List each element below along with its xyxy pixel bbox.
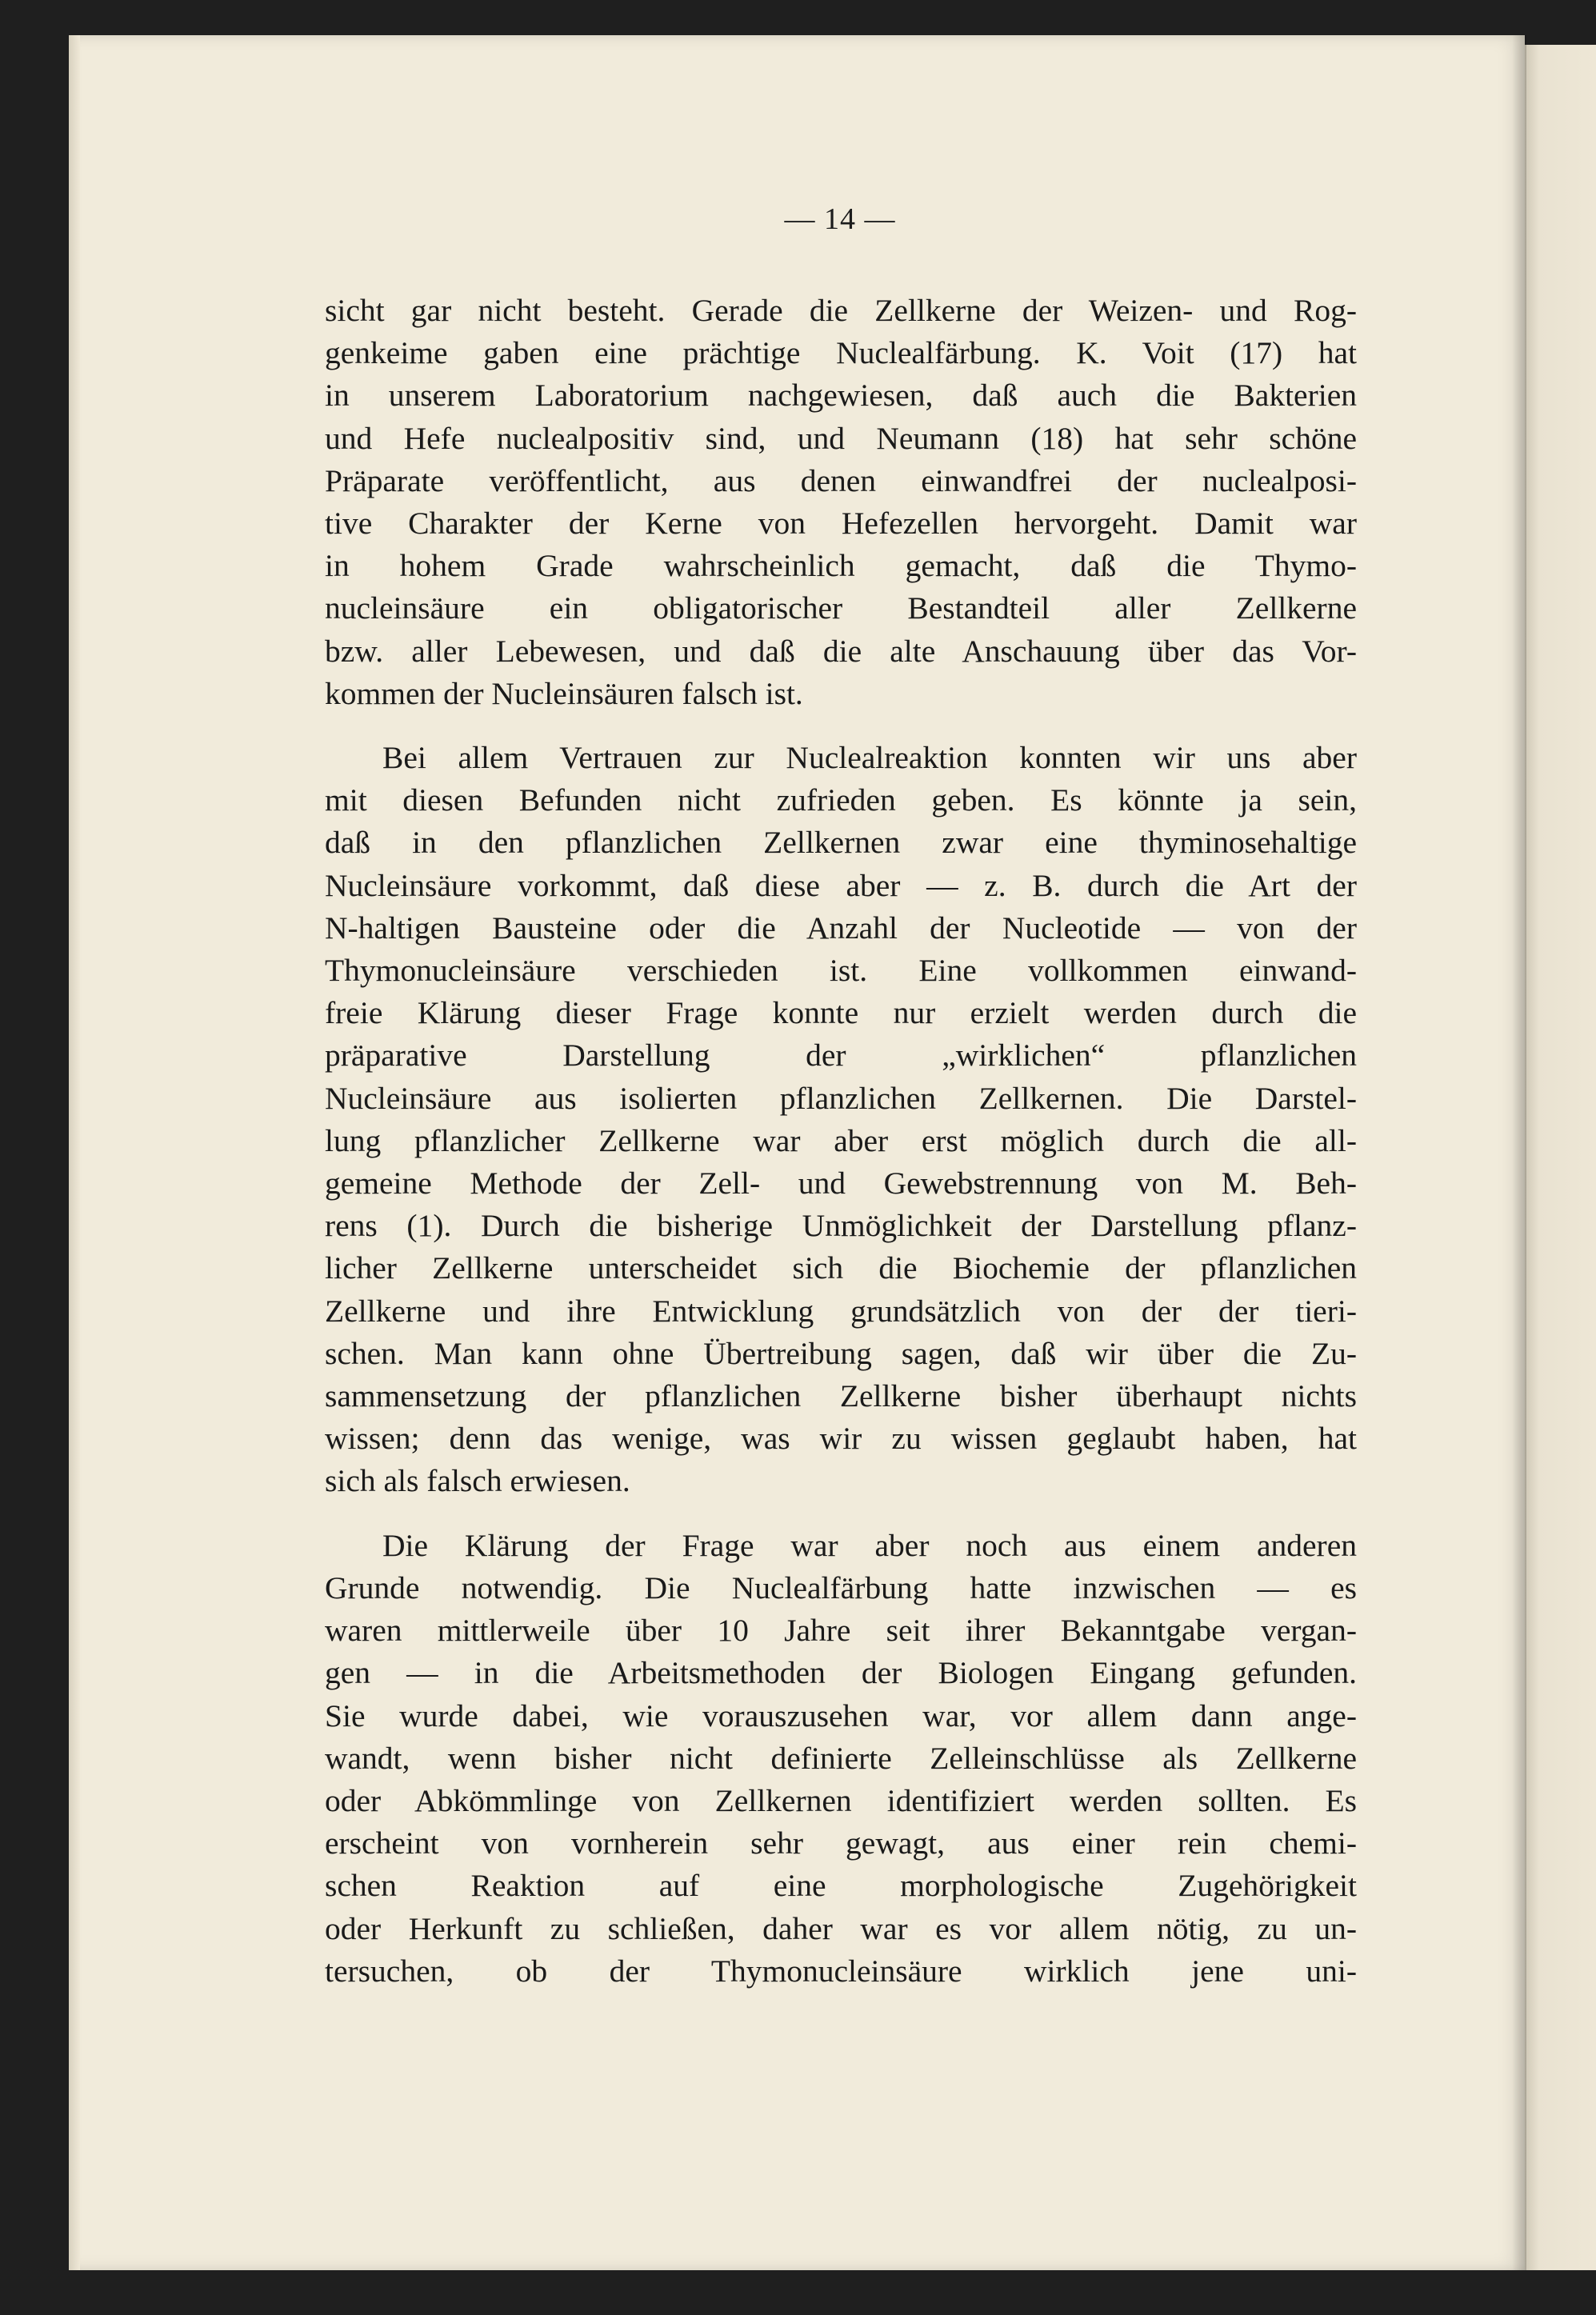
text-line: Nucleinsäure aus isolierten pflanzlichen Zellkernen. Die Darstel-: [325, 1080, 1357, 1116]
text-line: mit diesen Befunden nicht zufrieden geben. Es könnte ja sein,: [325, 782, 1357, 818]
text-line: Die Klärung der Frage war aber noch aus einem anderen: [382, 1527, 1357, 1563]
text-line: licher Zellkerne unterscheidet sich die Biochemie der pflanzlichen: [325, 1250, 1357, 1286]
text-line: erscheint von vornherein sehr gewagt, aus einer rein chemi-: [325, 1825, 1357, 1861]
text-line: oder Abkömmlinge von Zellkernen identifiziert werden sollten. Es: [325, 1782, 1357, 1818]
text-line: in unserem Laboratorium nachgewiesen, daß auch die Bakterien: [325, 378, 1357, 414]
text-line: oder Herkunft zu schließen, daher war es vor allem nötig, zu un-: [325, 1910, 1357, 1946]
text-line: Nucleinsäure vorkommt, daß diese aber — z. B. durch die Art der: [325, 867, 1357, 903]
text-line: genkeime gaben eine prächtige Nuclealfärbung. K. Voit (17) hat: [325, 335, 1357, 371]
text-line: freie Klärung dieser Frage konnte nur erzielt werden durch die: [325, 995, 1357, 1031]
text-line: lung pflanzlicher Zellkerne war aber erst möglich durch die all-: [325, 1122, 1357, 1158]
text-line: nucleinsäure ein obligatorischer Bestandteil aller Zellkerne: [325, 590, 1357, 626]
facing-page-edge: [1525, 45, 1596, 2270]
paragraph-3: [325, 1525, 1357, 1993]
text-line: in hohem Grade wahrscheinlich gemacht, daß die Thymo-: [325, 548, 1357, 584]
page-gutter-shadow: [1512, 35, 1526, 2270]
text-line: sicht gar nicht besteht. Gerade die Zellkerne der Weizen- und Rog-: [325, 293, 1357, 328]
paragraph-2: [325, 737, 1357, 1503]
text-line: tive Charakter der Kerne von Hefezellen hervorgeht. Damit war: [325, 506, 1357, 542]
text-line: Bei allem Vertrauen zur Nuclealreaktion konnten wir uns aber: [382, 740, 1357, 776]
text-line: bzw. aller Lebewesen, und daß die alte Anschauung über das Vor-: [325, 633, 1357, 669]
text-line: wandt, wenn bisher nicht definierte Zelleinschlüsse als Zellkerne: [325, 1740, 1357, 1776]
text-line: Sie wurde dabei, wie vorauszusehen war, vor allem dann ange-: [325, 1697, 1357, 1733]
text-line: Grunde notwendig. Die Nuclealfärbung hatte inzwischen — es: [325, 1569, 1357, 1605]
page-left-edge: [69, 35, 80, 2270]
paragraph-1: [325, 290, 1357, 715]
text-line: N-haltigen Bausteine oder die Anzahl der Nucleotide — von der: [325, 910, 1357, 946]
text-line: Zellkerne und ihre Entwicklung grundsätzlich von der der tieri-: [325, 1293, 1357, 1329]
body-text: [325, 290, 1357, 1993]
text-line: und Hefe nuclealpositiv sind, und Neumann (18) hat sehr schöne: [325, 420, 1357, 456]
text-line: schen Reaktion auf eine morphologische Zugehörigkeit: [325, 1868, 1357, 1904]
text-line: gemeine Methode der Zell- und Gewebstrennung von M. Beh-: [325, 1165, 1357, 1201]
text-line: kommen der Nucleinsäuren falsch ist.: [325, 675, 803, 711]
text-line: gen — in die Arbeitsmethoden der Biologen Eingang gefunden.: [325, 1655, 1357, 1691]
text-line: Thymonucleinsäure verschieden ist. Eine vollkommen einwand-: [325, 953, 1357, 989]
text-line: sammensetzung der pflanzlichen Zellkerne bisher überhaupt nichts: [325, 1378, 1357, 1414]
text-line: tersuchen, ob der Thymonucleinsäure wirklich jene uni-: [325, 1953, 1357, 1989]
text-line: schen. Man kann ohne Übertreibung sagen, daß wir über die Zu-: [325, 1335, 1357, 1371]
page-number: — 14 —: [784, 202, 896, 236]
text-line: rens (1). Durch die bisherige Unmöglichkeit der Darstellung pflanz-: [325, 1208, 1357, 1244]
text-line: waren mittlerweile über 10 Jahre seit ihrer Bekanntgabe vergan-: [325, 1613, 1357, 1649]
text-line: daß in den pflanzlichen Zellkernen zwar eine thyminosehaltige: [325, 825, 1357, 861]
text-line: präparative Darstellung der „wirklichen“ pflanzlichen: [325, 1038, 1357, 1074]
text-line: Präparate veröffentlicht, aus denen einwandfrei der nuclealposi-: [325, 462, 1357, 498]
text-line: sich als falsch erwiesen.: [325, 1463, 630, 1499]
text-line: wissen; denn das wenige, was wir zu wissen geglaubt haben, hat: [325, 1421, 1357, 1457]
